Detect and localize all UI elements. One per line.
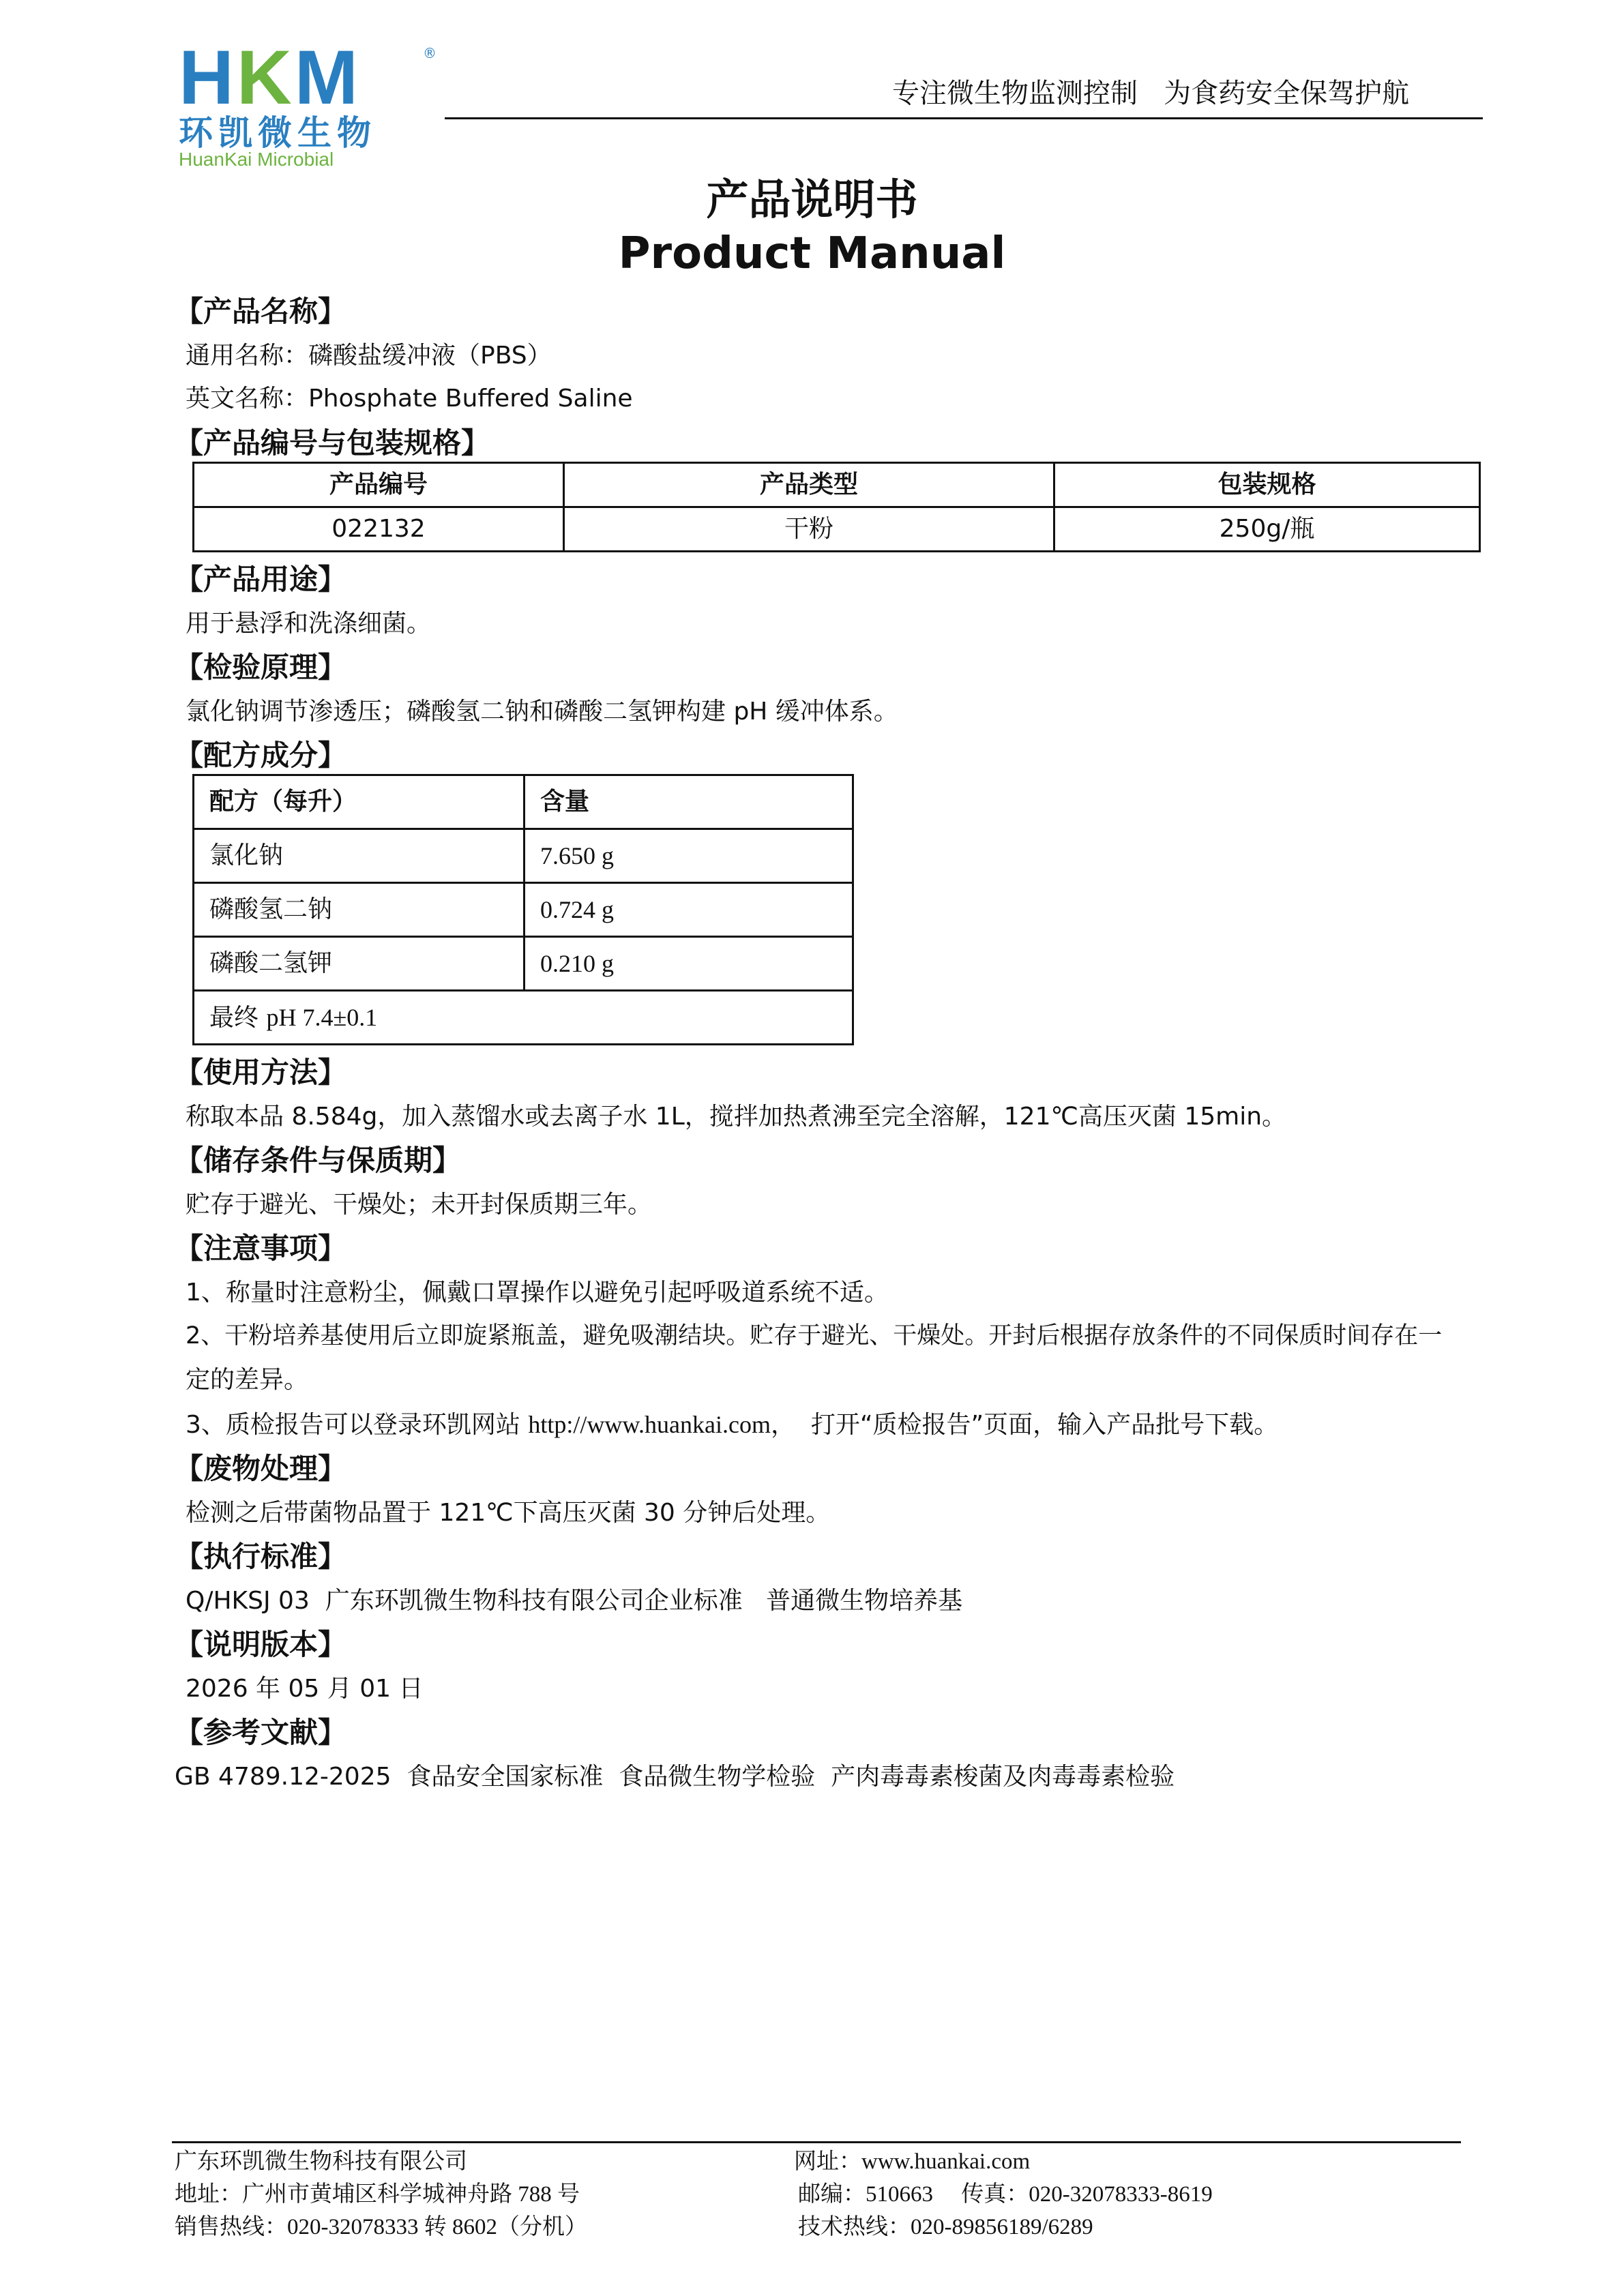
table-row <box>194 937 853 991</box>
header-slogan: 专注微生物监测控制 为食药安全保驾护航 <box>892 78 1410 109</box>
standard-text: Q/HKSJ 03 广东环凯微生物科技有限公司企业标准 普通微生物培养基 <box>186 1587 963 1615</box>
heading-storage: 【储存条件与保质期】 <box>175 1144 462 1177</box>
heading-reference: 【参考文献】 <box>175 1716 347 1749</box>
spec-cell-package: 250g/瓶 <box>1054 507 1480 552</box>
reference-text: GB 4789.12-2025 食品安全国家标准 食品微生物学检验 产肉毒毒素梭菌及肉毒毒素检验 <box>175 1763 1175 1791</box>
registered-mark: ® <box>423 45 437 61</box>
final-ph-row <box>194 991 853 1045</box>
common-name: 通用名称：磷酸盐缓冲液（PBS） <box>186 342 552 370</box>
table-row <box>194 829 853 883</box>
spec-cell-type: 干粉 <box>564 507 1054 552</box>
ingredient-name: 磷酸二氢钾 <box>194 937 525 991</box>
footer-tech-hotline: 技术热线：020-89856189/6289 <box>798 2215 1093 2239</box>
heading-notes: 【注意事项】 <box>175 1232 347 1265</box>
footer-address: 地址：广州市黄埔区科学城神舟路 788 号 <box>175 2182 580 2207</box>
ingredient-amount: 0.210 g <box>525 937 853 991</box>
spec-header-package: 包装规格 <box>1054 463 1480 507</box>
usage-text: 用于悬浮和洗涤细菌。 <box>186 610 432 638</box>
heading-formula: 【配方成分】 <box>175 739 347 772</box>
spec-cell-code: 022132 <box>194 507 564 552</box>
table-row <box>194 883 853 937</box>
heading-spec: 【产品编号与包装规格】 <box>175 426 490 460</box>
title-english: Product Manual <box>618 228 1006 279</box>
note-2-line-1: 2、干粉培养基使用后立即旋紧瓶盖，避免吸潮结块。贮存于避光、干燥处。开封后根据存放条件的不同保质时间存在一 <box>186 1322 1443 1350</box>
heading-waste: 【废物处理】 <box>175 1452 347 1485</box>
company-logo: HKM <box>179 35 361 120</box>
storage-text: 贮存于避光、干燥处；未开封保质期三年。 <box>186 1191 653 1219</box>
heading-standard: 【执行标准】 <box>175 1540 347 1573</box>
footer-company: 广东环凯微生物科技有限公司 <box>175 2149 467 2174</box>
principle-text: 氯化钠调节渗透压；磷酸氢二钠和磷酸二氢钾构建 pH 缓冲体系。 <box>186 698 898 726</box>
note-3-text-end: 打开“质检报告”页面，输入产品批号下载。 <box>795 1411 1279 1439</box>
method-text: 称取本品 8.584g，加入蒸馏水或去离子水 1L，搅拌加热煮沸至完全溶解，121℃高压灭菌 15min。 <box>186 1103 1287 1131</box>
heading-usage: 【产品用途】 <box>175 563 347 596</box>
ingredient-name: 氯化钠 <box>194 829 525 883</box>
spec-table <box>192 462 1481 552</box>
version-text: 2026 年 05 月 01 日 <box>186 1675 424 1703</box>
heading-product-name: 【产品名称】 <box>175 295 347 328</box>
heading-principle: 【检验原理】 <box>175 651 347 684</box>
logo-chinese-name: 环凯微生物 <box>179 113 377 153</box>
note-1: 1、称量时注意粉尘，佩戴口罩操作以避免引起呼吸道系统不适。 <box>186 1279 889 1307</box>
footer-postcode-fax: 邮编：510663 传真：020-32078333-8619 <box>798 2182 1213 2207</box>
ingredient-amount: 7.650 g <box>525 829 853 883</box>
note-2-line-2: 定的差异。 <box>186 1366 309 1394</box>
footer-rule <box>172 2141 1461 2143</box>
logo-english-name: HuanKai Microbial <box>179 149 334 170</box>
heading-version: 【说明版本】 <box>175 1628 347 1661</box>
spec-header-type: 产品类型 <box>564 463 1054 507</box>
header-rule <box>445 117 1483 119</box>
final-ph-value: pH 7.4±0.1 <box>266 1003 378 1031</box>
formula-header-amount: 含量 <box>525 775 853 829</box>
english-name: 英文名称：Phosphate Buffered Saline <box>186 385 633 413</box>
ingredient-amount: 0.724 g <box>525 883 853 937</box>
footer-website[interactable]: 网址：www.huankai.com <box>794 2149 1031 2174</box>
footer-sales-hotline: 销售热线：020-32078333 转 8602（分机） <box>175 2215 587 2239</box>
note-3 <box>186 1412 1278 1437</box>
heading-method: 【使用方法】 <box>175 1056 347 1089</box>
ingredient-name: 磷酸氢二钠 <box>194 883 525 937</box>
waste-text: 检测之后带菌物品置于 121℃下高压灭菌 30 分钟后处理。 <box>186 1499 831 1527</box>
title-chinese: 产品说明书 <box>706 175 918 224</box>
website-link[interactable]: http://www.huankai.com， <box>528 1411 795 1438</box>
note-3-text: 3、质检报告可以登录环凯网站 <box>186 1411 529 1439</box>
spec-header-code: 产品编号 <box>194 463 564 507</box>
formula-table <box>192 774 854 1045</box>
final-ph-label: 最终 <box>209 1003 267 1032</box>
formula-header-ingredient: 配方（每升） <box>194 775 525 829</box>
